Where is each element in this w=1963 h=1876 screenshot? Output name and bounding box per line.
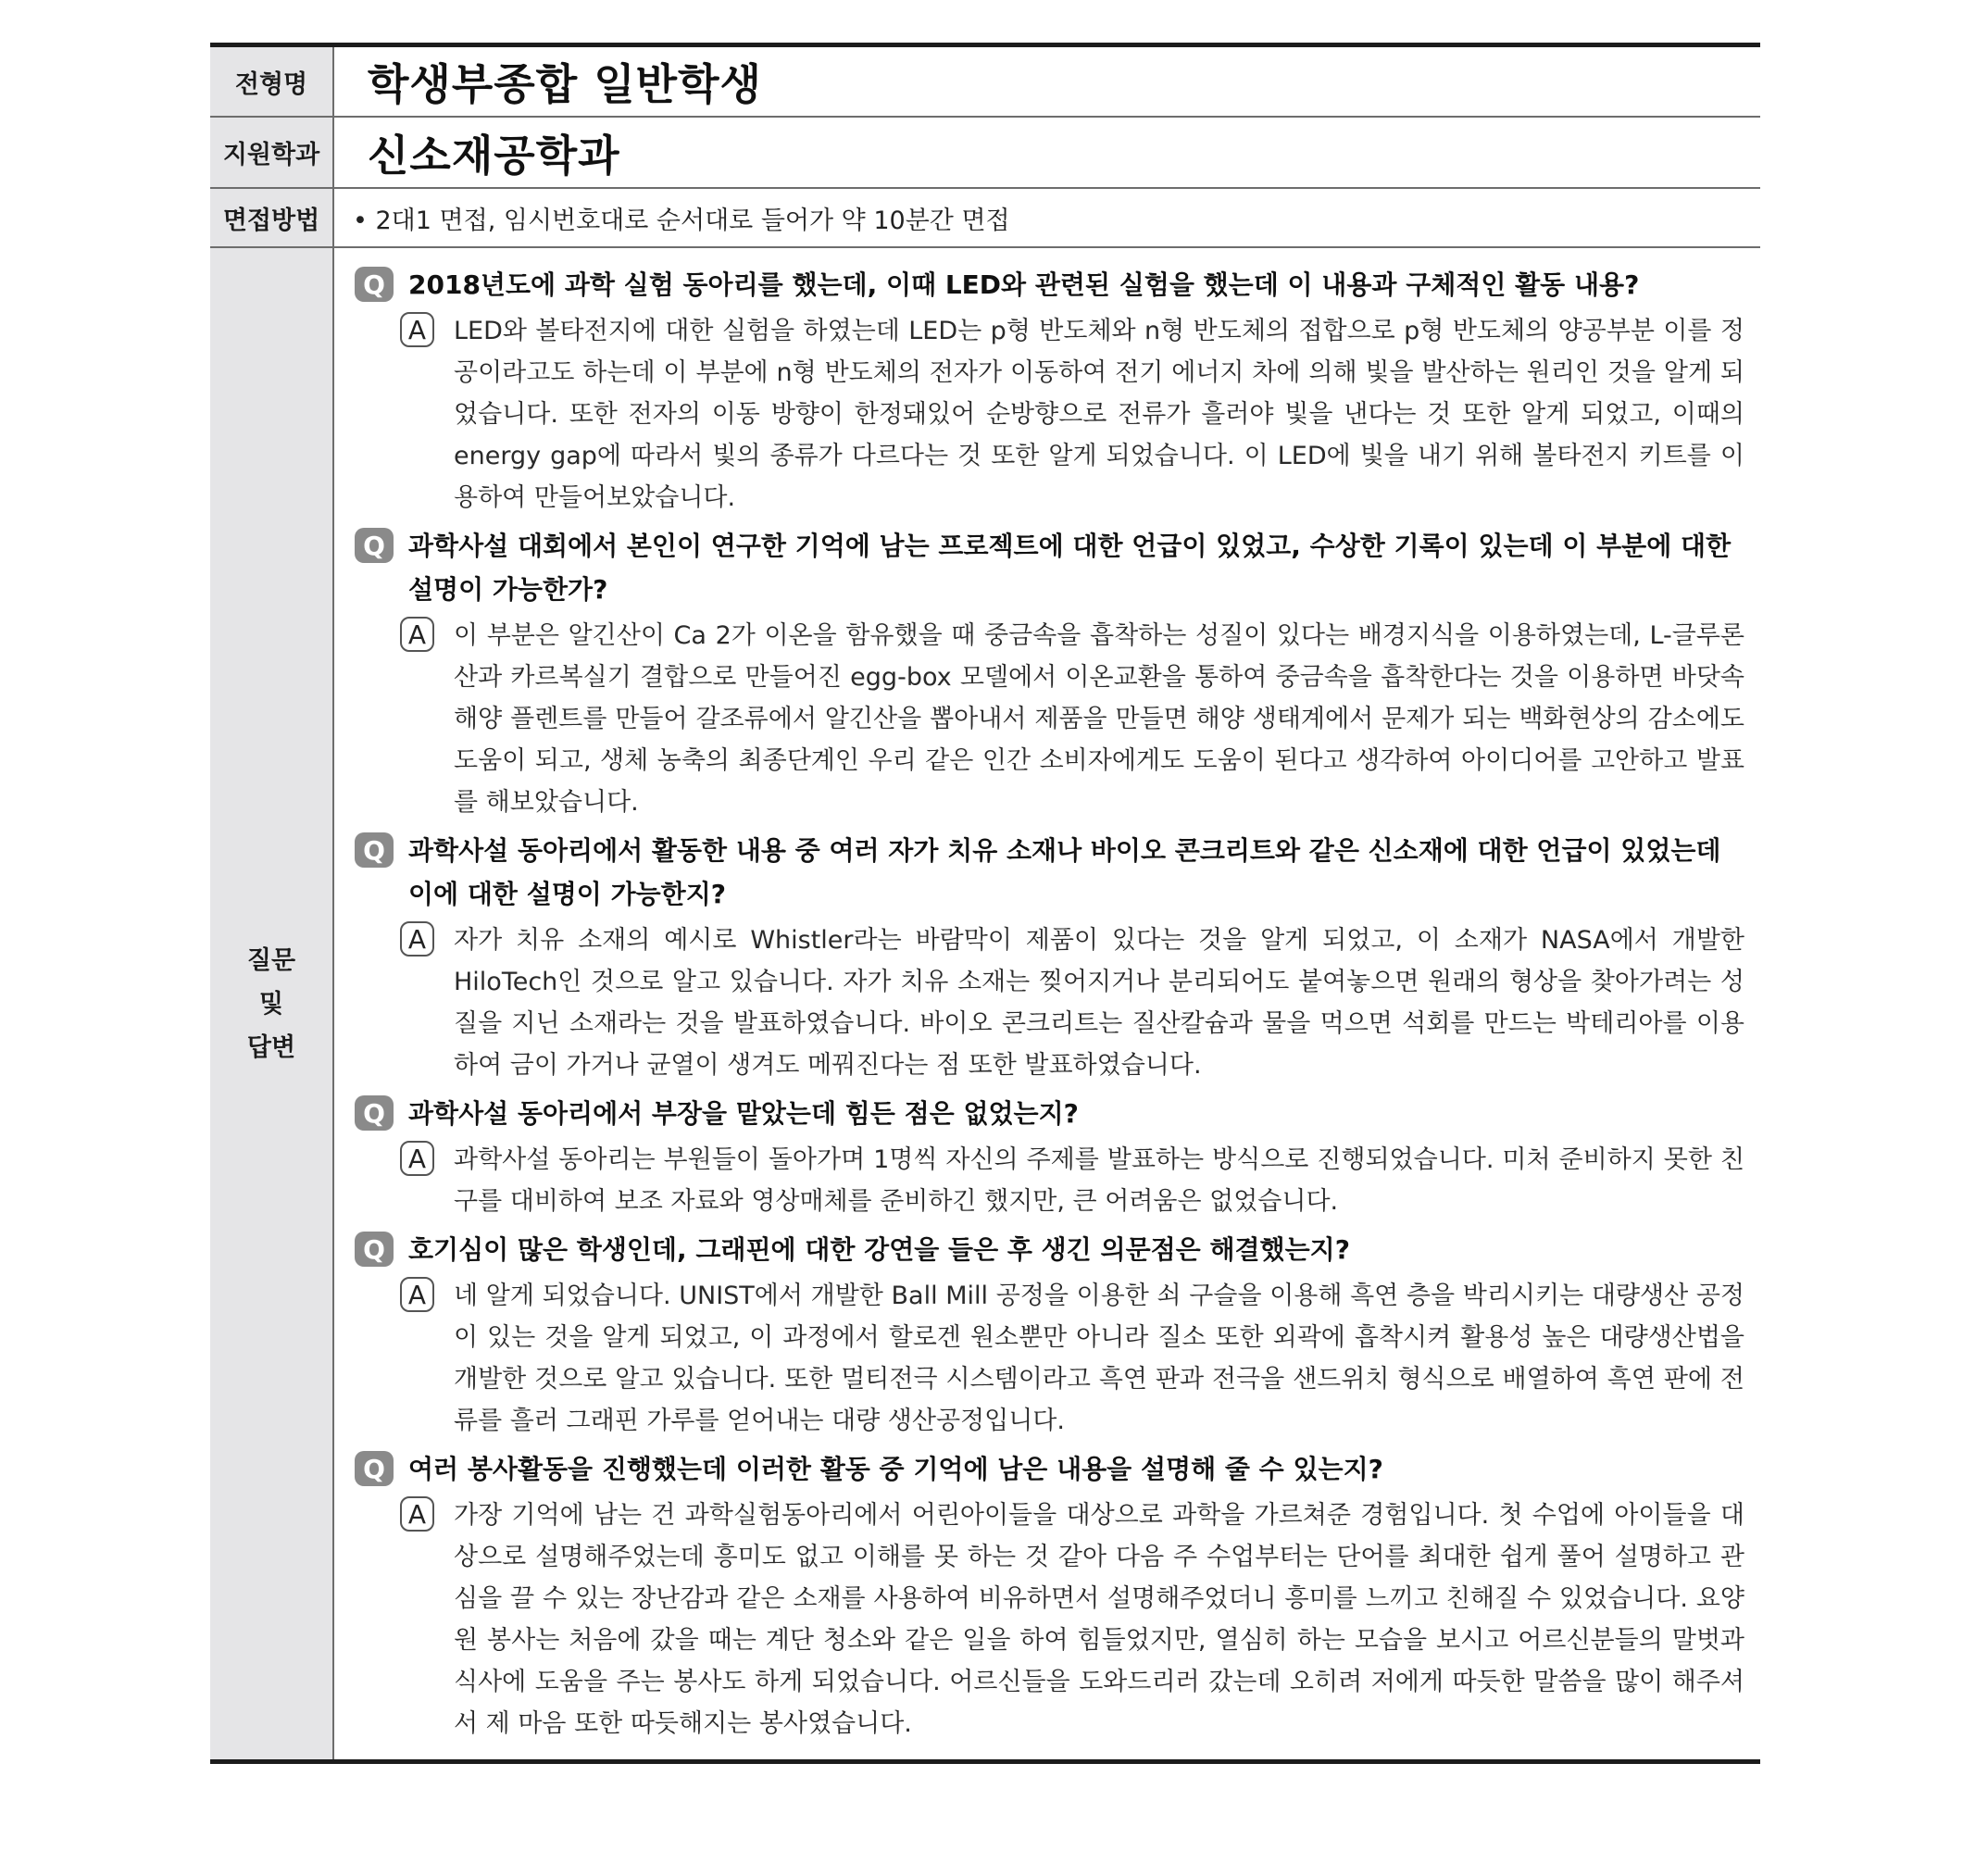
- admission-type-label: 전형명: [210, 47, 334, 116]
- question-icon: Q: [355, 267, 394, 302]
- question-icon: Q: [355, 1232, 394, 1267]
- row-department: [210, 118, 1760, 189]
- answer-icon: A: [400, 312, 434, 347]
- answer-text: 네 알게 되었습니다. UNIST에서 개발한 Ball Mill 공정을 이용한 쇠 구슬을 이용해 흑연 층을 박리시키는 대량생산 공정이 있는 것을 알게 되었고, 이 과정에서 할로겐 원소뿐만 아니라 질소 또한 외곽에 흡착시켜 활용성 높은 대량생산법을 개발한 것으로 알고 있습니다. 또한 멀티전극 시스템이라고 흑연 판과 전극을 샌드위치 형식으로 배열하여 흑연 판에 전류를 흘러 그래핀 가루를 얻어내는 대량 생산공정입니다.: [454, 1282, 1744, 1435]
- answer-item: [355, 1275, 1744, 1442]
- answer-text: 이 부분은 알긴산이 Ca 2가 이온을 함유했을 때 중금속을 흡착하는 성질이 있다는 배경지식을 이용하였는데, L-글루론산과 카르복실기 결합으로 만들어진 egg-box 모델에서 이온교환을 통하여 중금속을 흡착한다는 것을 이용하면 바닷속 해양 플렌트를 만들어 갈조류에서 알긴산을 뽑아내서 제품을 만들면 해양 생태계에서 문제가 되는 백화현상의 감소에도 도움이 되고, 생체 농축의 최종단계인 우리 같은 인간 소비자에게도 도움이 된다고 생각하여 아이디어를 고안하고 발표를 해보았습니다.: [454, 621, 1744, 817]
- answer-text: LED와 볼타전지에 대한 실험을 하였는데 LED는 p형 반도체와 n형 반도체의 접합으로 p형 반도체의 양공부분 이를 정공이라고도 하는데 이 부분에 n형 반도체의 전자가 이동하여 전기 에너지 차에 의해 빛을 발산하는 원리인 것을 알게 되었습니다. 또한 전자의 이동 방향이 한정돼있어 순방향으로 전류가 흘러야 빛을 낸다는 것 또한 알게 되었고, 이때의 energy gap에 따라서 빛의 종류가 다르다는 것 또한 알게 되었습니다. 이 LED에 빛을 내기 위해 볼타전지 키트를 이용하여 만들어보았습니다.: [454, 317, 1744, 512]
- question-icon: Q: [355, 1451, 394, 1486]
- qa-label-line: 질문: [246, 945, 296, 975]
- question-item: [355, 829, 1744, 916]
- question-text: 과학사설 동아리에서 부장을 맡았는데 힘든 점은 없었는지?: [408, 1098, 1079, 1129]
- interview-method-value: • 2대1 면접, 임시번호대로 순서대로 들어가 약 10분간 면접: [353, 206, 1010, 235]
- answer-item: [355, 615, 1744, 823]
- question-item: [355, 1447, 1744, 1491]
- question-text: 여러 봉사활동을 진행했는데 이러한 활동 중 기억에 남은 내용을 설명해 줄 수 있는지?: [408, 1454, 1383, 1484]
- question-text: 과학사설 대회에서 본인이 연구한 기억에 남는 프로젝트에 대한 언급이 있었고, 수상한 기록이 있는데 이 부분에 대한 설명이 가능한가?: [408, 531, 1732, 605]
- answer-item: [355, 1495, 1744, 1745]
- question-item: [355, 1092, 1744, 1135]
- answer-icon: A: [400, 921, 434, 957]
- answer-icon: A: [400, 1496, 434, 1532]
- question-icon: Q: [355, 528, 394, 563]
- question-item: [355, 263, 1744, 306]
- interview-table: [210, 43, 1760, 1764]
- question-item: [355, 1228, 1744, 1271]
- question-text: 2018년도에 과학 실험 동아리를 했는데, 이때 LED와 관련된 실험을 했는데 이 내용과 구체적인 활동 내용?: [408, 269, 1640, 300]
- answer-text: 가장 기억에 남는 건 과학실험동아리에서 어린아이들을 대상으로 과학을 가르쳐준 경험입니다. 첫 수업에 아이들을 대상으로 설명해주었는데 흥미도 없고 이해를 못 하는 것 같아 다음 주 수업부터는 단어를 최대한 쉽게 풀어 설명하고 관심을 끌 수 있는 장난감과 같은 소재를 사용하여 비유하면서 설명해주었더니 흥미를 느끼고 친해질 수 있었습니다. 요양원 봉사는 처음에 갔을 때는 계단 청소와 같은 일을 하여 힘들었지만, 열심히 하는 모습을 보시고 어르신분들의 말벗과 식사에 도움을 주는 봉사도 하게 되었습니다. 어르신들을 도와드리러 갔는데 오히려 저에게 따듯한 말씀을 많이 해주셔서 제 마음 또한 따듯해지는 봉사였습니다.: [454, 1501, 1744, 1738]
- qa-label-line: 답변: [246, 1032, 296, 1062]
- department-label: 지원학과: [210, 118, 334, 187]
- question-icon: Q: [355, 832, 394, 868]
- question-icon: Q: [355, 1095, 394, 1131]
- admission-type-cell: [334, 47, 1760, 116]
- answer-icon: A: [400, 1141, 434, 1176]
- qa-label-line: 및: [258, 989, 284, 1019]
- question-text: 과학사설 동아리에서 활동한 내용 중 여러 자가 치유 소재나 바이오 콘크리트와 같은 신소재에 대한 언급이 있었는데 이에 대한 설명이 가능한지?: [408, 835, 1721, 909]
- answer-item: [355, 1139, 1744, 1222]
- answer-icon: A: [400, 617, 434, 652]
- qa-section-label: [210, 248, 334, 1759]
- answer-text: 과학사설 동아리는 부원들이 돌아가며 1명씩 자신의 주제를 발표하는 방식으로 진행되었습니다. 미처 준비하지 못한 친구를 대비하여 보조 자료와 영상매체를 준비하긴 했지만, 큰 어려움은 없었습니다.: [454, 1145, 1744, 1216]
- answer-item: [355, 310, 1744, 519]
- question-item: [355, 524, 1744, 611]
- question-text: 호기심이 많은 학생인데, 그래핀에 대한 강연을 들은 후 생긴 의문점은 해결했는지?: [408, 1234, 1350, 1265]
- answer-item: [355, 919, 1744, 1086]
- interview-method-label: 면접방법: [210, 189, 334, 246]
- row-interview-method: [210, 189, 1760, 248]
- answer-icon: A: [400, 1277, 434, 1312]
- department-cell: [334, 118, 1760, 187]
- answer-text: 자가 치유 소재의 예시로 Whistler라는 바람막이 제품이 있다는 것을 알게 되었고, 이 소재가 NASA에서 개발한 HiloTech인 것으로 알고 있습니다. 자가 치유 소재는 찢어지거나 분리되어도 붙여놓으면 원래의 형상을 찾아가려는 성질을 지닌 소재라는 것을 발표하였습니다. 바이오 콘크리트는 질산칼슘과 물을 먹으면 석회를 만드는 박테리아를 이용하여 금이 가거나 균열이 생겨도 메꿔진다는 점 또한 발표하였습니다.: [454, 926, 1744, 1080]
- row-admission-type: [210, 43, 1760, 118]
- qa-list: [334, 248, 1760, 1759]
- row-questions-answers: [210, 248, 1760, 1764]
- admission-type-value: 학생부종합 일반학생: [368, 59, 762, 109]
- department-value: 신소재공학과: [368, 130, 620, 181]
